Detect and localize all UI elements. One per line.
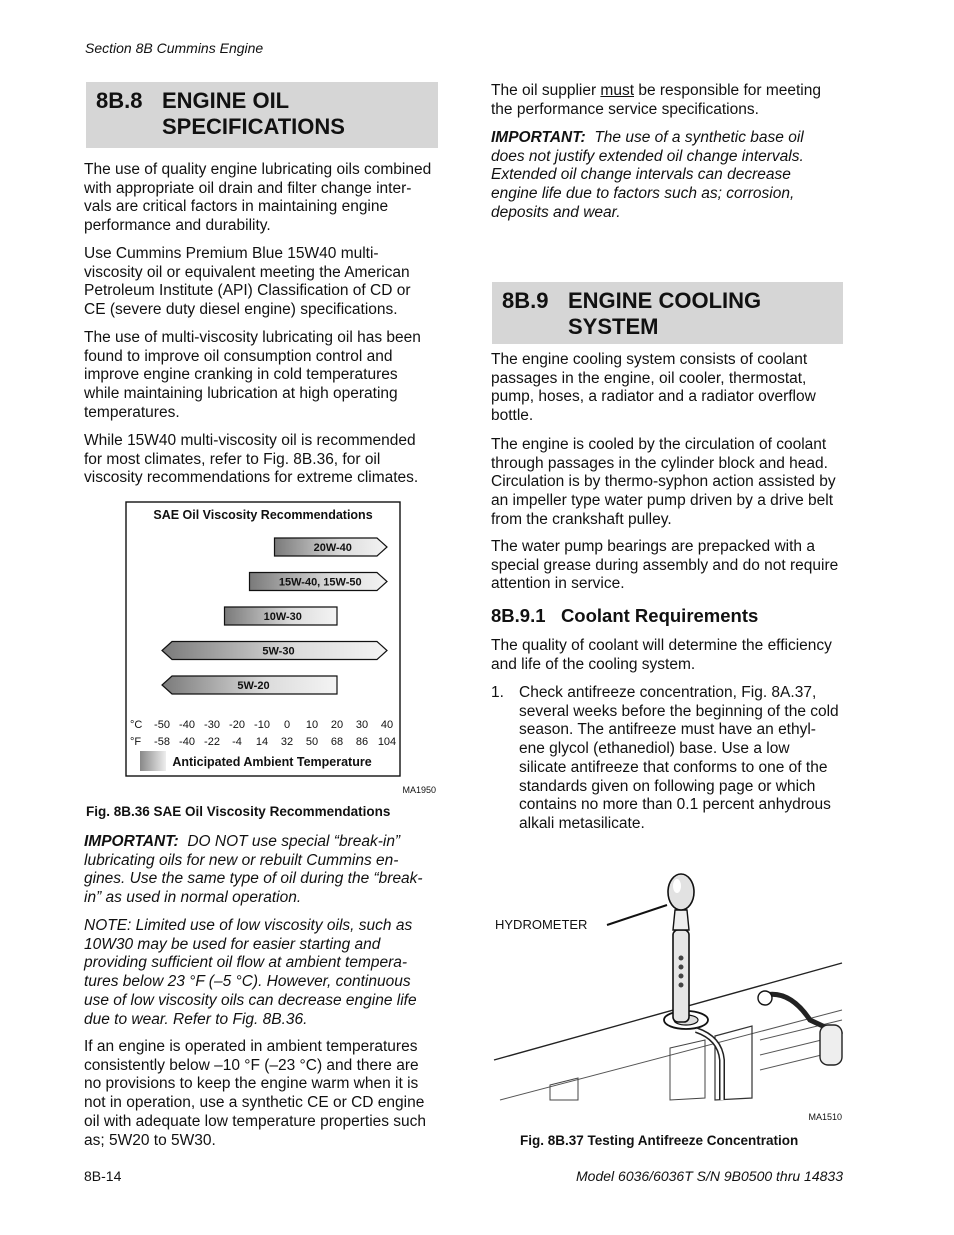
viscosity-bar-label: 10W-30 [263,611,302,623]
list-item-number: 1. [491,684,504,701]
fahrenheit-tick-label: -58 [154,736,170,748]
hydrometer-label: HYDROMETER [495,917,588,932]
fahrenheit-tick-label: 86 [355,736,369,748]
fahrenheit-tick-label: 32 [280,736,294,748]
section-number: 8B.9 [502,288,549,313]
paragraph-cooling-system: The engine cooling system consists of coolant passages in the engine, oil cooler, thermostat, pump, hoses, a radiator and a radiator overflow bottle. [491,351,816,425]
fahrenheit-tick-label: 14 [255,736,269,748]
fahrenheit-unit-label: °F [130,736,142,748]
chart-title: SAE Oil Viscosity Recommendations [153,508,373,522]
subsection-heading [491,605,758,627]
paragraph-cold-operation: If an engine is operated in ambient temperatures consistently below –10 °F (–23 °C) and there are no provisions to keep the engine warm when it is not in operation, use a synthetic CE or CD engine oil with adequate low temperature properties such as; 5W20 to 5W30. [84,1038,427,1149]
celsius-tick-label: 20 [330,719,344,731]
paragraph-multi-viscosity: The use of multi-viscosity lubricating oil has been found to improve oil consumption control and improve engine cranking in cold temperatures while maintaining lubrication at high operating temperatures. [84,329,421,421]
hydrometer-illustration [490,870,845,1135]
leader-line [607,905,667,925]
celsius-tick-label: -40 [179,719,195,731]
running-header: Section 8B Cummins Engine [85,40,264,56]
fahrenheit-tick-label: -4 [232,736,242,748]
section-8b9-heading [492,282,843,344]
subsection-title: Coolant Requirements [560,605,759,626]
paragraph-oil-supplier: The oil supplier must be responsible for meeting the performance service specifications. [491,82,821,118]
hydrometer-bulb [668,874,694,910]
section-number: 8B.8 [96,88,143,113]
paragraph-water-pump: The water pump bearings are prepacked with a special grease during assembly and do not require attention in service. [491,538,839,593]
paragraph-quality-oils: The use of quality engine lubricating oils combined with appropriate oil drain and filter change inter- vals are critical factors in maintaining engine performance and durability. [84,161,432,235]
paragraph-premium-blue: Use Cummins Premium Blue 15W40 multi- viscosity oil or equivalent meeting the American Petroleum Institute (API) Classification of CD or CE (severe duty diesel engine) specifications. [84,245,411,319]
legend-swatch [140,751,166,771]
subsection-number: 8B.9.1 [491,605,546,626]
section-title: ENGINE OIL SPECIFICATIONS [162,88,345,139]
page-number: 8B-14 [84,1168,122,1184]
celsius-tick-label: -10 [254,719,270,731]
celsius-tick-label: 30 [355,719,369,731]
paragraph-circulation: The engine is cooled by the circulation of coolant through passages in the cylinder block and head. Circulation is by thermo-syphon action assisted by an impeller type water pump driven by a drive belt from the crankshaft pulley. [491,436,836,528]
celsius-tick-label: 10 [305,719,319,731]
fahrenheit-tick-label: 50 [305,736,319,748]
figure-8b36-caption: Fig. 8B.36 SAE Oil Viscosity Recommendations [86,804,391,819]
important-label: IMPORTANT: [84,833,179,850]
fahrenheit-tick-label: 68 [330,736,344,748]
celsius-tick-label: -20 [229,719,245,731]
viscosity-bar-label: 5W-30 [262,645,295,658]
fahrenheit-tick-label: -40 [179,736,195,748]
viscosity-bar-label: 20W-40 [313,542,352,554]
fahrenheit-tick-label: -22 [204,736,220,748]
figure-code: MA1510 [808,1112,842,1122]
note-low-viscosity: NOTE: Limited use of low viscosity oils, such as 10W30 may be used for easier starting and providing sufficient oil flow at ambient tempera- tures below 23 °F (–5 °C). However, continuous use of low viscosity oils can decrease engine life due to wear. Refer to Fig. 8B.36. [84,917,417,1028]
list-item-text: Check antifreeze concentration, Fig. 8A.37, several weeks before the beginning of the cold season. The antifreeze must have an ethyl- ene glycol (ethanediol) base. Use a low silicate antifreeze that conforms to one of the standards given on following page or which contains no more than 0.1 percent anhydrous alkali metasilicate. [519,684,839,832]
paragraph-15w40-recommended: While 15W40 multi-viscosity oil is recommended for most climates, refer to Fig. 8B.36, for oil viscosity recommendations for extreme climates. [84,432,419,487]
celsius-tick-label: -30 [204,719,220,731]
important-break-in: IMPORTANT: DO NOT use special “break-in” lubricating oils for new or rebuilt Cummins en- gines. Use the same type of oil during the “break- in” as used in normal operation. [84,833,423,907]
important-synthetic-oil: IMPORTANT: The use of a synthetic base oil does not justify extended oil change intervals. Extended oil change intervals can decrease engine life due to factors such as; corrosion, deposits and wear. [491,129,804,221]
celsius-tick-label: 40 [380,719,394,731]
figure-code: MA1950 [402,785,436,795]
section-title: ENGINE COOLING SYSTEM [568,288,762,339]
model-footer: Model 6036/6036T S/N 9B0500 thru 14833 [576,1168,843,1184]
celsius-tick-label: -50 [154,719,170,731]
viscosity-chart [120,498,450,798]
viscosity-bar-label: 5W-20 [237,680,270,692]
celsius-tick-label: 0 [283,719,291,731]
x-axis-label: Anticipated Ambient Temperature [172,755,372,769]
celsius-unit-label: °C [130,719,143,731]
paragraph-coolant-quality: The quality of coolant will determine the efficiency and life of the cooling system. [491,637,832,673]
fahrenheit-tick-label: 104 [377,736,397,748]
section-8b8-heading [86,82,438,148]
important-label: IMPORTANT: [491,129,586,146]
viscosity-bar-label: 15W-40, 15W-50 [278,576,362,589]
figure-8b37-caption: Fig. 8B.37 Testing Antifreeze Concentration [520,1133,799,1148]
